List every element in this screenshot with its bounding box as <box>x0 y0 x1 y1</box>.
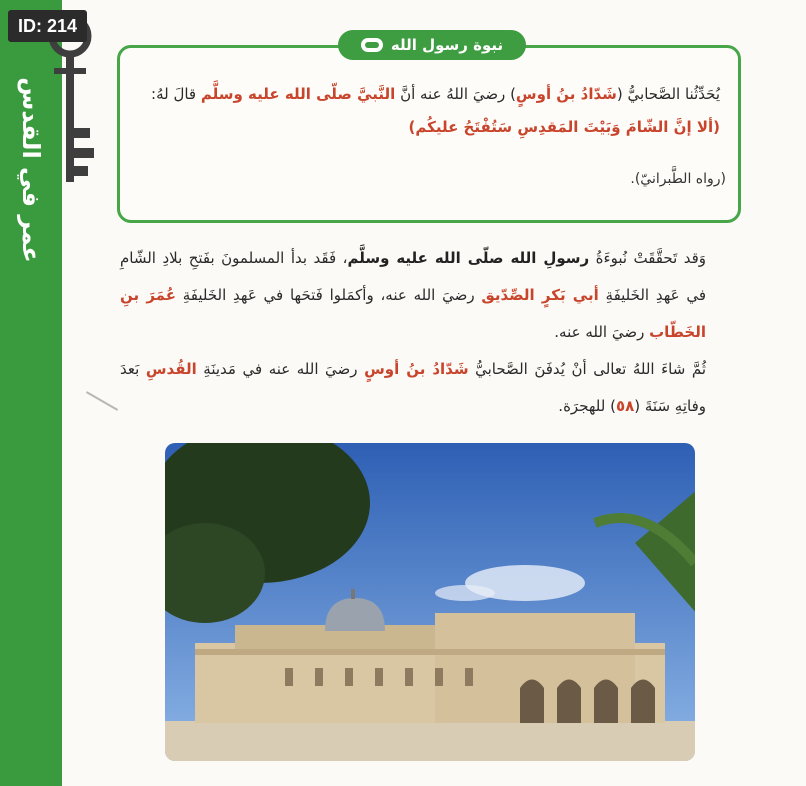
pencil-mark <box>86 391 118 411</box>
side-title-text: عمر في القدس <box>17 77 45 263</box>
paragraph-burial-run: شَدّادُ بنُ أوسٍ <box>364 360 469 378</box>
hadith-narration: (رواه الطَّبرانيّ). <box>630 171 726 187</box>
paragraph-conquest-run: أبي بَكرٍ الصِّدّيق <box>481 286 599 304</box>
paragraph-burial-run: القُدسِ <box>145 360 197 378</box>
paragraph-conquest-run: رسولِ الله صلّى الله عليه وسلَّم <box>347 249 590 267</box>
paragraph-conquest <box>120 240 706 351</box>
id-badge: ID: 214 <box>8 10 87 42</box>
paragraph-burial-run: ٥٨ <box>615 397 635 415</box>
paragraph-conquest-run: وَقد تَحقَّقَتْ نُبوءَةُ <box>589 249 706 267</box>
hadith-box-title <box>338 30 526 60</box>
salutation-icon <box>361 38 383 52</box>
paragraph-burial-run: رضيَ الله عنه في مَدينَةِ <box>196 360 365 378</box>
paragraph-conquest-run: ، فَقَد بدأ المسلمونَ بفَتحِ بلادِ الشّامِ في عَهدِ الخَليفَةِ <box>120 249 706 304</box>
hadith-text-run: النَّبيَّ صلّى الله عليه وسلَّم <box>200 85 396 103</box>
hadith-text-run: (ألا إنَّ الشّامَ وَبَيْتَ المَقدِسِ سَتُفْتَحُ عليكُم) <box>408 118 720 136</box>
mosque-photo <box>165 443 695 761</box>
paragraph-conquest-run: عُمَرَ بنِ الخَطّاب <box>120 286 706 341</box>
paragraph-conquest-run: رضيَ الله عنه. <box>554 323 650 341</box>
hadith-text <box>140 78 720 144</box>
hadith-box-title-text: نبوة رسول الله <box>390 36 504 54</box>
hadith-text-run: شَدّادُ بنُ أوسٍ <box>515 85 617 103</box>
paragraph-burial-run: ) للهجرَة. <box>558 397 616 415</box>
hadith-text-run: ) رضيَ اللهُ عنه أنَّ <box>395 85 516 103</box>
paragraph-burial <box>120 351 706 425</box>
paragraph-conquest-run: رضيَ الله عنه، وأكمَلوا فَتحَها في عَهدِ الخَليفَةِ <box>175 286 482 304</box>
hadith-text-run: يُحَدِّثُنا الصَّحابيُّ ( <box>616 85 720 103</box>
paragraph-burial-run: بَعدَ وفاتِهِ سَنَةَ ( <box>120 360 706 415</box>
hadith-text-run: قالَ لهُ: <box>151 85 201 103</box>
paragraph-burial-run: ثُمَّ شاءَ اللهُ تعالى أنْ يُدفَنَ الصَّحابيُّ <box>468 360 706 378</box>
